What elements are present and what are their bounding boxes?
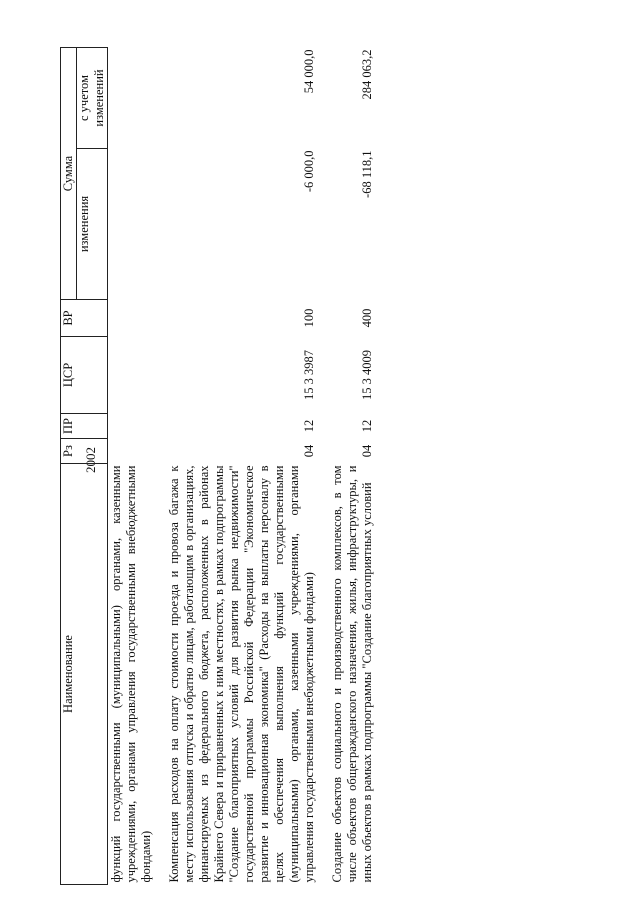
row-vr	[108, 300, 167, 337]
page-number: 2002	[83, 447, 98, 473]
row-csr: 15 3 4009	[360, 350, 374, 400]
table-header-row	[61, 48, 77, 885]
table-row	[108, 48, 167, 885]
header-with-changes: с учетом изменений	[77, 48, 108, 149]
header-change: изменения	[77, 149, 108, 300]
header-rz: Рз	[61, 439, 108, 464]
row-name: Создание объектов социального и производственного комплексов, в том числе объектов общегражданского назначения, жилья, инфраструктуры, и иных объектов в рамках подпрограммы "Создание благоприятных условий	[330, 465, 374, 883]
header-name: Наименование	[61, 464, 108, 885]
table-row	[329, 48, 387, 885]
row-pr: 12	[302, 419, 316, 433]
row-change: -68 118,1	[360, 150, 374, 198]
row-vr: 100	[302, 308, 316, 328]
budget-table	[60, 47, 387, 885]
header-csr: ЦСР	[61, 337, 108, 414]
header-vr: ВР	[61, 300, 108, 337]
row-csr: 15 3 3987	[302, 350, 316, 400]
row-total: 54 000,0	[302, 49, 316, 94]
row-rz: 04	[302, 444, 316, 458]
header-sum: Сумма	[61, 48, 77, 300]
row-change: -6 000,0	[302, 150, 316, 193]
row-rz	[108, 439, 167, 464]
row-rz: 04	[360, 444, 374, 458]
row-vr: 400	[360, 308, 374, 328]
row-name: функций государственными (муниципальными) органами, казенными учреждениями, органами управления государственными внебюджетными фондами)	[109, 465, 153, 883]
header-pr: ПР	[61, 414, 108, 439]
row-total	[108, 48, 167, 149]
row-total: 284 063,2	[360, 49, 374, 100]
row-name: Компенсация расходов на оплату стоимости проезда и провоза багажа к месту использования отпуска и обратно лицам, работающим в организациях, финансируемых из федерального бюджета, расположенных в районах Крайнего Севера и приравненных к ним местностях, в рамках подпрограммы "Создание благоприятных условий для развития рынка недвижимости" государственной программы Российской Федерации "Экономическое развитие и инновационная экономика" (Расходы на выплаты персоналу в целях обеспечения выполнения функций государственными (муниципальными) органами, казенными учреждениями, органами управления государственными внебюджетными фондами)	[167, 465, 316, 883]
row-csr	[108, 337, 167, 414]
row-pr: 12	[360, 419, 374, 433]
row-pr	[108, 414, 167, 439]
row-change	[108, 149, 167, 300]
table-row	[166, 48, 329, 885]
